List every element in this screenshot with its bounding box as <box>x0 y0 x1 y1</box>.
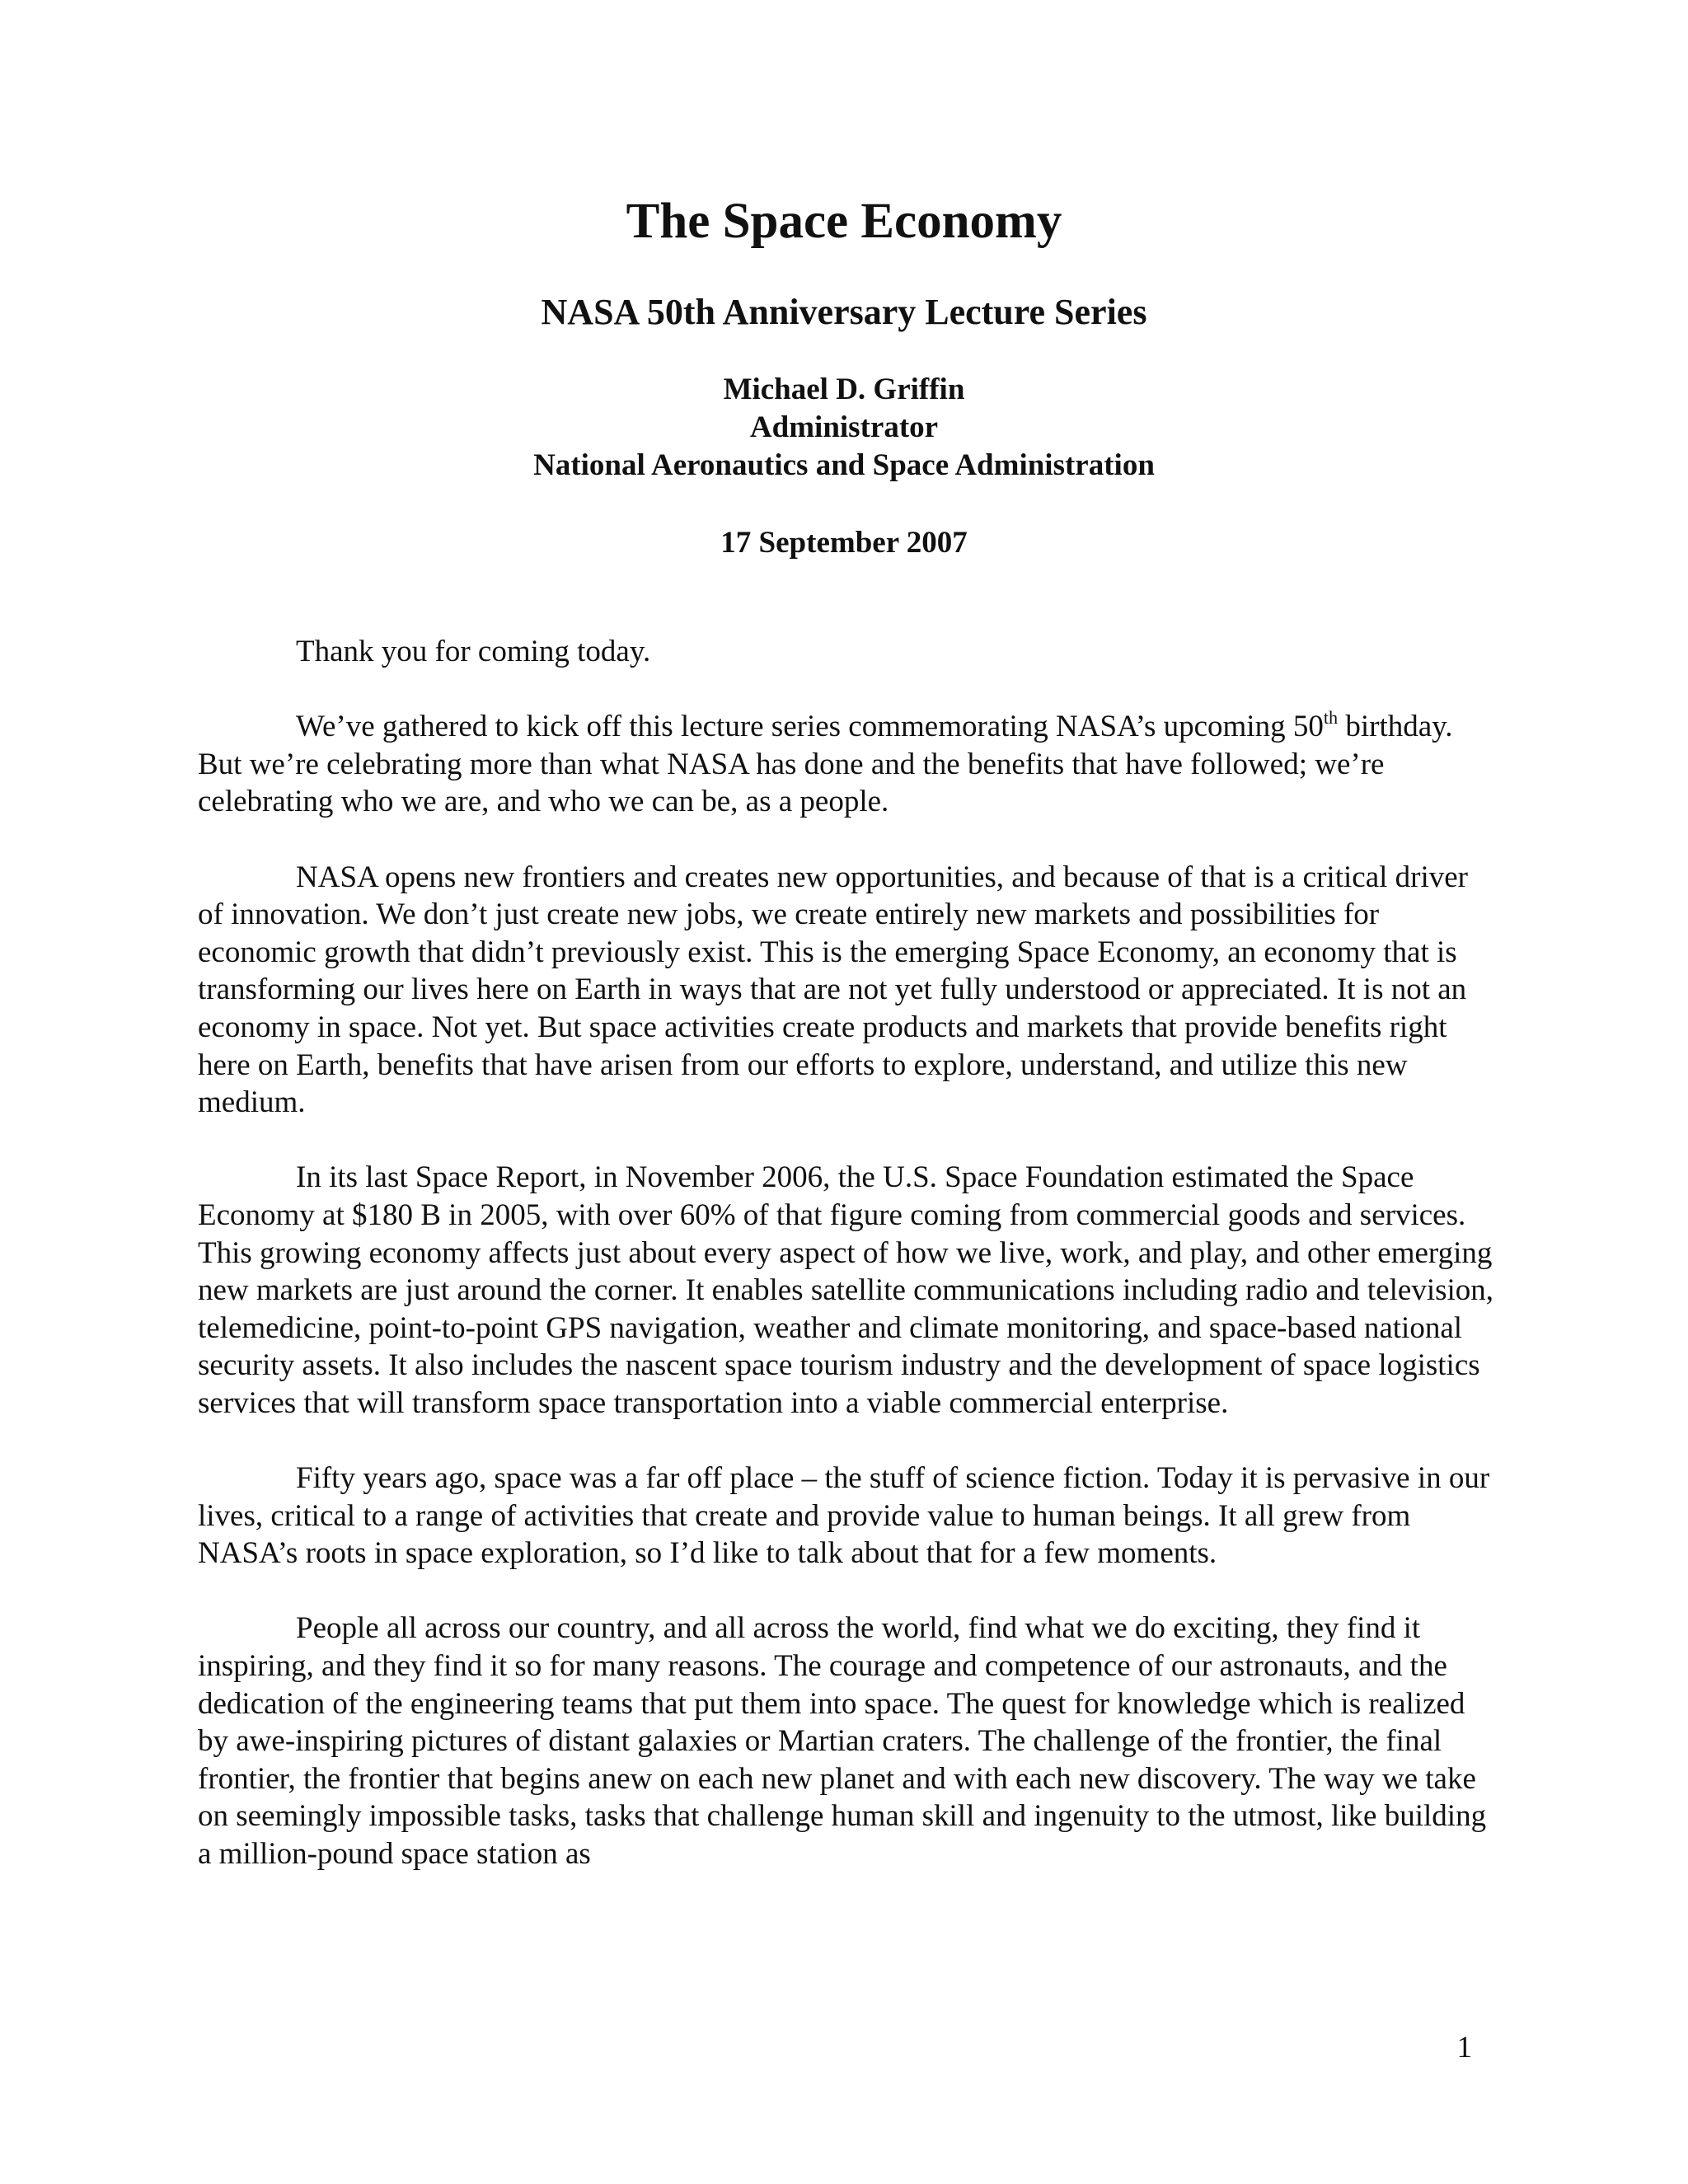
paragraph-1: Thank you for coming today. <box>296 635 651 668</box>
paragraph-6: People all across our country, and all across the world, find what we do exciting, they find it inspiring, and they find it so for many reasons. The courage and competence of our astronauts, and the dedication of the engineering teams that put them into space. The quest for knowledge which is realized by awe-inspiring pictures of distant galaxies or Martian craters. The challenge of the frontier, the final frontier, the frontier that begins anew on each new planet and with each new discovery. The way we take on seemingly impossible tasks, tasks that challenge human skill and ingenuity to the utmost, like building a million-pound space station as <box>198 1611 1487 1871</box>
author-role: Administrator <box>749 410 939 444</box>
paragraph-2-superscript: th <box>1323 706 1339 728</box>
paragraph-2-text-b: birthday. But we’re celebrating more than what NASA has done and the benefits that have followed; we’re celebrating who we are, and who we can be, as a people. <box>198 710 1453 819</box>
page-number: 1 <box>1456 2031 1472 2064</box>
author-block <box>0 371 1688 485</box>
paragraph-5: Fifty years ago, space was a far off place – the stuff of science fiction. Today it is pervasive in our lives, critical to a range of activities that create and provide value to human beings. It all grew from NASA’s roots in space exploration, so I’d like to talk about that for a few moments. <box>198 1461 1490 1571</box>
author-organization: National Aeronautics and Space Administration <box>533 448 1155 482</box>
paragraph-2 <box>198 708 1496 821</box>
paragraph-3: NASA opens new frontiers and creates new opportunities, and because of that is a critical driver of innovation. We don’t just create new jobs, we create entirely new markets and possibilities for economic growth that didn’t previously exist. This is the emerging Space Economy, an economy that is transforming our lives here on Earth in ways that are not yet fully understood or appreciated. It is not an economy in space. Not yet. But space activities create products and markets that provide benefits right here on Earth, benefits that have arisen from our efforts to explore, understand, and utilize this new medium. <box>198 860 1468 1120</box>
document-subtitle: NASA 50th Anniversary Lecture Series <box>541 292 1147 332</box>
document-title: The Space Economy <box>626 194 1062 249</box>
document-date: 17 September 2007 <box>720 526 968 560</box>
author-name: Michael D. Griffin <box>723 373 965 406</box>
paragraph-4: In its last Space Report, in November 2006, the U.S. Space Foundation estimated the Space Economy at $180 B in 2005, with over 60% of that figure coming from commercial goods and services. This growing economy affects just about every aspect of how we live, work, and play, and other emerging new markets are just around the corner. It enables satellite communications including radio and television, telemedicine, point-to-point GPS navigation, weather and climate monitoring, and space-based national security assets. It also includes the nascent space tourism industry and the development of space logistics services that will transform space transportation into a viable commercial enterprise. <box>198 1160 1494 1420</box>
document-body <box>198 633 1496 1873</box>
paragraph-2-text-a: We’ve gathered to kick off this lecture series commemorating NASA’s upcoming 50 <box>296 710 1324 744</box>
